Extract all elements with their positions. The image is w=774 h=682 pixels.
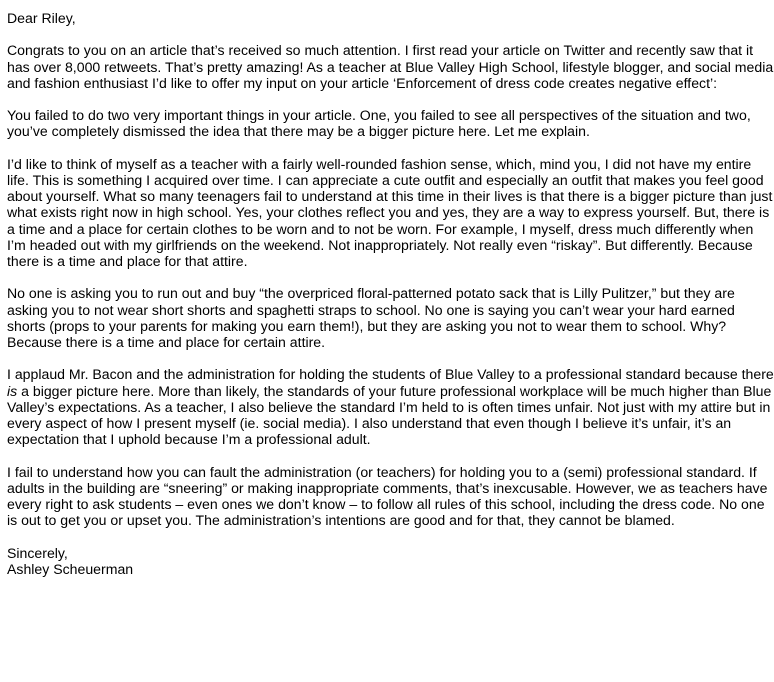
emphasis-is: is	[7, 382, 18, 399]
paragraph-professional-standard	[7, 366, 774, 447]
salutation: Dear Riley,	[7, 10, 76, 26]
paragraph-failures: You failed to do two very important things in your article. One, you failed to see all perspectives of the situation and two, you’ve completely dismissed the idea that there may be a bigger picture here. Let me explain.	[7, 107, 751, 140]
letter-body	[7, 10, 774, 577]
paragraph-fashion-sense: I’d like to think of myself as a teacher with a fairly well-rounded fashion sense, which, mind you, I did not have my entire life. This is something I acquired over time. I can appreciate a cute outfit and especially an outfit that makes you feel good about yourself. What so many teenagers fail to understand at this time in their lives is that there is a bigger picture than just what exists right now in high school. Yes, your clothes reflect you and yes, they are a way to express yourself. But, there is a time and a place for certain clothes to be worn and to not be worn. For example, I myself, dress much differently when I’m headed out with my girlfriends on the weekend. Not inappropriately. Not really even “riskay”. But differently. Because there is a time and place for that attire.	[7, 155, 773, 269]
paragraph-professional-standard-start: I applaud Mr. Bacon and the administration for holding the students of Blue Valley to a professional standard because there	[7, 366, 774, 383]
signature-name: Ashley Scheuerman	[7, 560, 134, 577]
paragraph-attire-request: No one is asking you to run out and buy “the overpriced floral-patterned potato sack that is Lilly Pulitzer,” but they are asking you to not wear short shorts and spaghetti straps to school. No one is saying you can’t wear your hard earned shorts (props to your parents for making you earn them!), but they are asking you not to wear them to school. Why? Because there is a time and place for certain attire.	[7, 285, 735, 350]
paragraph-administration: I fail to understand how you can fault the administration (or teachers) for holding you to a (semi) professional standard. If adults in the building are “sneering” or making inappropriate comments, that’s inexcusable. However, we as teachers have every right to ask students – even ones we don’t know – to follow all rules of this school, including the dress code. No one is out to get you or upset you. The administration’s intentions are good and for that, they cannot be blamed.	[7, 463, 768, 529]
paragraph-professional-standard-end: a bigger picture here. More than likely, the standards of your future professional workplace will be much higher than Blue Valley’s expectations. As a teacher, I also believe the standard I’m held to is often times unfair. Not just with my attire but in every aspect of how I present myself (ie. social media). I also understand that even though I believe it’s unfair, it’s an expectation that I uphold because I’m a professional adult.	[7, 382, 772, 448]
closing: Sincerely,	[7, 544, 68, 561]
paragraph-intro: Congrats to you on an article that’s received so much attention. I first read your article on Twitter and recently saw that it has over 8,000 retweets. That’s pretty amazing! As a teacher at Blue Valley High School, lifestyle blogger, and social media and fashion enthusiast I’d like to offer my input on your article ‘Enforcement of dress code creates negative effect’:	[7, 42, 774, 91]
